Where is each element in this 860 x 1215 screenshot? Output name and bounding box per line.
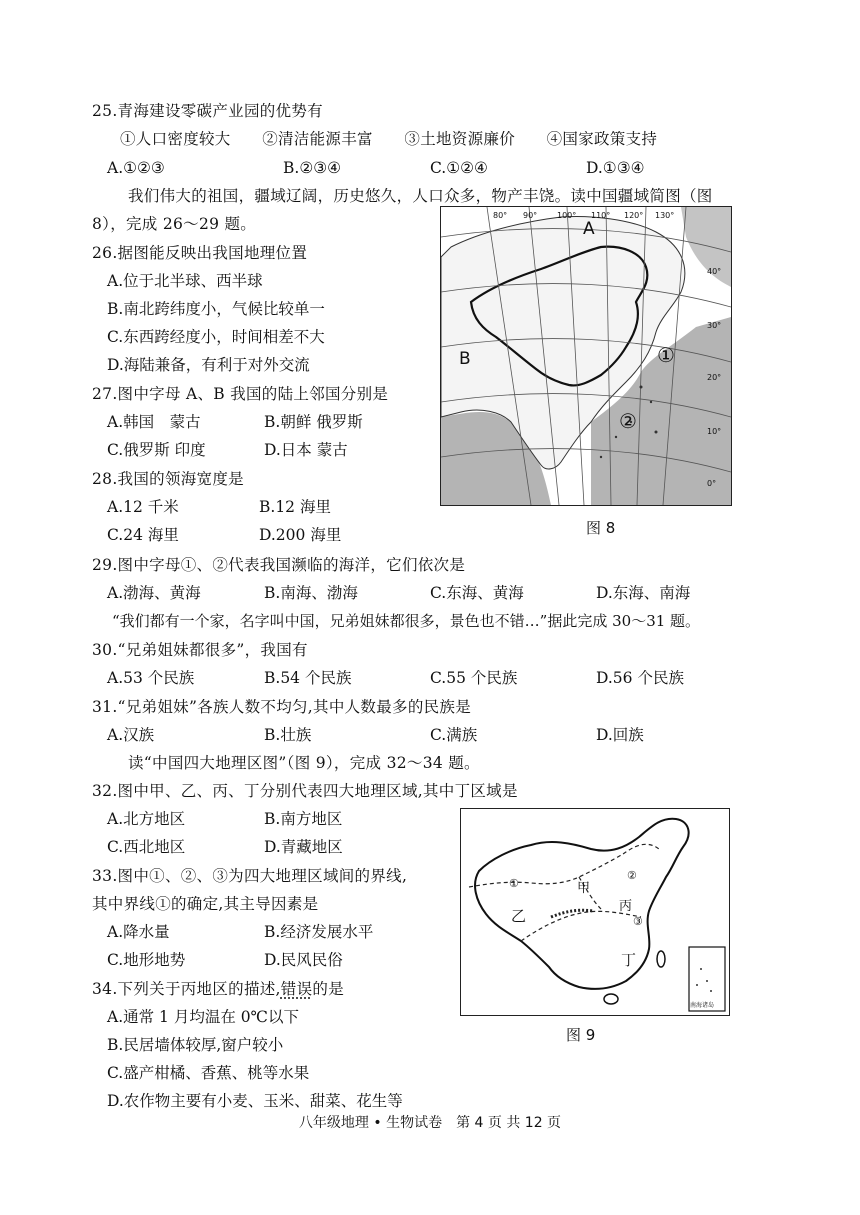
q26-stem: 26.据图能反映出我国地理位置 (92, 244, 308, 262)
q29-option-d: D.东海、南海 (596, 584, 691, 602)
fig8-caption: 图 8 (586, 519, 616, 537)
q33-option-d: D.民风民俗 (264, 951, 343, 969)
map9-region-yi: 乙 (511, 907, 527, 925)
q26-option-d: D.海陆兼备，有利于对外交流 (107, 356, 310, 374)
map9-line-3: ③ (633, 915, 643, 928)
map8-lat-10: 10° (707, 427, 722, 436)
china-territory-map-fig8 (440, 206, 732, 506)
q29-stem: 29.图中字母①、②代表我国濒临的海洋，它们依次是 (92, 556, 466, 574)
map8-sea-2: ② (619, 409, 637, 433)
china-four-regions-map-fig9 (460, 808, 730, 1016)
q34-option-a: A.通常 1 月均温在 0℃以下 (107, 1008, 299, 1026)
intro-26-29-line2: 8），完成 26～29 题。 (92, 215, 257, 233)
q33-option-b: B.经济发展水平 (264, 923, 374, 941)
q25-option-b: B.②③④ (283, 159, 342, 177)
q29-option-c: C.东海、黄海 (430, 584, 524, 602)
q32-option-d: D.青藏地区 (264, 838, 343, 856)
q34-option-c: C.盛产柑橘、香蕉、桃等水果 (107, 1064, 310, 1082)
intro-32-34: 读“中国四大地理区图”（图 9），完成 32～34 题。 (128, 754, 480, 772)
q33-option-a: A.降水量 (107, 923, 170, 941)
map9-drawing (461, 809, 729, 1015)
q28-option-a: A.12 千米 (107, 498, 179, 516)
q34-stem-post: 的是 (312, 980, 344, 998)
q26-option-a: A.位于北半球、西半球 (107, 272, 263, 290)
q25-option-d: D.①③④ (586, 159, 645, 177)
q28-option-b: B.12 海里 (259, 498, 331, 516)
q30-option-a: A.53 个民族 (107, 669, 195, 687)
q34-stem-emphasis: 错误 (280, 980, 313, 998)
map8-lon-90: 90° (523, 211, 538, 220)
page-footer: 八年级地理 • 生物试卷 第 4 页 共 12 页 (298, 1115, 562, 1131)
q25-items: ①人口密度较大 ②清洁能源丰富 ③土地资源廉价 ④国家政策支持 (120, 130, 658, 148)
map8-lon-80: 80° (493, 211, 508, 220)
intro-30-31: “我们都有一个家，名字叫中国，兄弟姐妹都很多，景色也不错…”据此完成 30～31 题。 (112, 612, 701, 630)
q31-option-d: D.回族 (596, 726, 644, 744)
q34-option-d: D.农作物主要有小麦、玉米、甜菜、花生等 (107, 1092, 403, 1110)
q27-stem: 27.图中字母 A、B 我国的陆上邻国分别是 (92, 385, 389, 403)
q31-option-a: A.汉族 (107, 726, 155, 744)
q33-stem-line1: 33.图中①、②、③为四大地理区域间的界线, (92, 867, 408, 885)
map9-line-1: ① (509, 877, 519, 890)
map8-drawing (441, 207, 731, 505)
q27-option-a: A.韩国 蒙古 (107, 413, 201, 431)
map8-lon-130: 130° (655, 211, 675, 220)
map8-lon-110: 110° (591, 211, 611, 220)
q28-stem: 28.我国的领海宽度是 (92, 470, 244, 488)
q31-option-c: C.满族 (430, 726, 478, 744)
q34-stem (92, 979, 344, 999)
map8-lon-100: 100° (557, 211, 577, 220)
q32-option-c: C.西北地区 (107, 838, 186, 856)
q26-option-b: B.南北跨纬度小，气候比较单一 (107, 300, 325, 318)
q30-option-b: B.54 个民族 (264, 669, 352, 687)
map8-label-b: B (459, 349, 471, 369)
q33-option-c: C.地形地势 (107, 951, 186, 969)
map8-lat-30: 30° (707, 321, 722, 330)
q28-option-d: D.200 海里 (259, 526, 342, 544)
map8-lat-0: 0° (707, 479, 717, 488)
q26-option-c: C.东西跨经度小，时间相差不大 (107, 328, 325, 346)
q25-option-c: C.①②④ (430, 159, 488, 177)
q30-stem: 30.“兄弟姐妹都很多”，我国有 (92, 641, 308, 659)
map8-lon-120: 120° (624, 211, 644, 220)
map9-inset-label: 南海诸岛 (690, 1002, 715, 1009)
map8-label-a: A (583, 219, 595, 239)
fig9-caption: 图 9 (566, 1026, 596, 1044)
q27-option-c: C.俄罗斯 印度 (107, 441, 206, 459)
q30-option-c: C.55 个民族 (430, 669, 518, 687)
q25-option-a: A.①②③ (107, 159, 165, 177)
map9-line-2: ② (627, 869, 637, 882)
map8-sea-1: ① (657, 343, 675, 367)
map9-region-bing: 丙 (619, 899, 633, 914)
q28-option-c: C.24 海里 (107, 526, 179, 544)
map9-region-jia: 甲 (577, 881, 591, 896)
q33-stem-line2: 其中界线①的确定,其主导因素是 (92, 895, 319, 913)
q34-stem-pre: 34.下列关于丙地区的描述, (92, 980, 281, 998)
q32-option-b: B.南方地区 (264, 810, 343, 828)
q30-option-d: D.56 个民族 (596, 669, 684, 687)
q31-stem: 31.“兄弟姐妹”各族人数不均匀,其中人数最多的民族是 (92, 698, 472, 716)
q32-stem: 32.图中甲、乙、丙、丁分别代表四大地理区域,其中丁区域是 (92, 782, 518, 800)
q32-option-a: A.北方地区 (107, 810, 186, 828)
q29-option-b: B.南海、渤海 (264, 584, 358, 602)
q31-option-b: B.壮族 (264, 726, 312, 744)
q27-option-b: B.朝鲜 俄罗斯 (264, 413, 363, 431)
map8-lat-20: 20° (707, 373, 722, 382)
q25-stem: 25.青海建设零碳产业园的优势有 (92, 102, 323, 120)
intro-26-29-line1: 我们伟大的祖国，疆域辽阔，历史悠久，人口众多，物产丰饶。读中国疆域简图（图 (128, 187, 713, 205)
q34-option-b: B.民居墙体较厚,窗户较小 (107, 1036, 284, 1054)
q27-option-d: D.日本 蒙古 (264, 441, 348, 459)
map9-region-ding: 丁 (621, 951, 637, 969)
map8-lat-40: 40° (707, 267, 722, 276)
q29-option-a: A.渤海、黄海 (107, 584, 201, 602)
